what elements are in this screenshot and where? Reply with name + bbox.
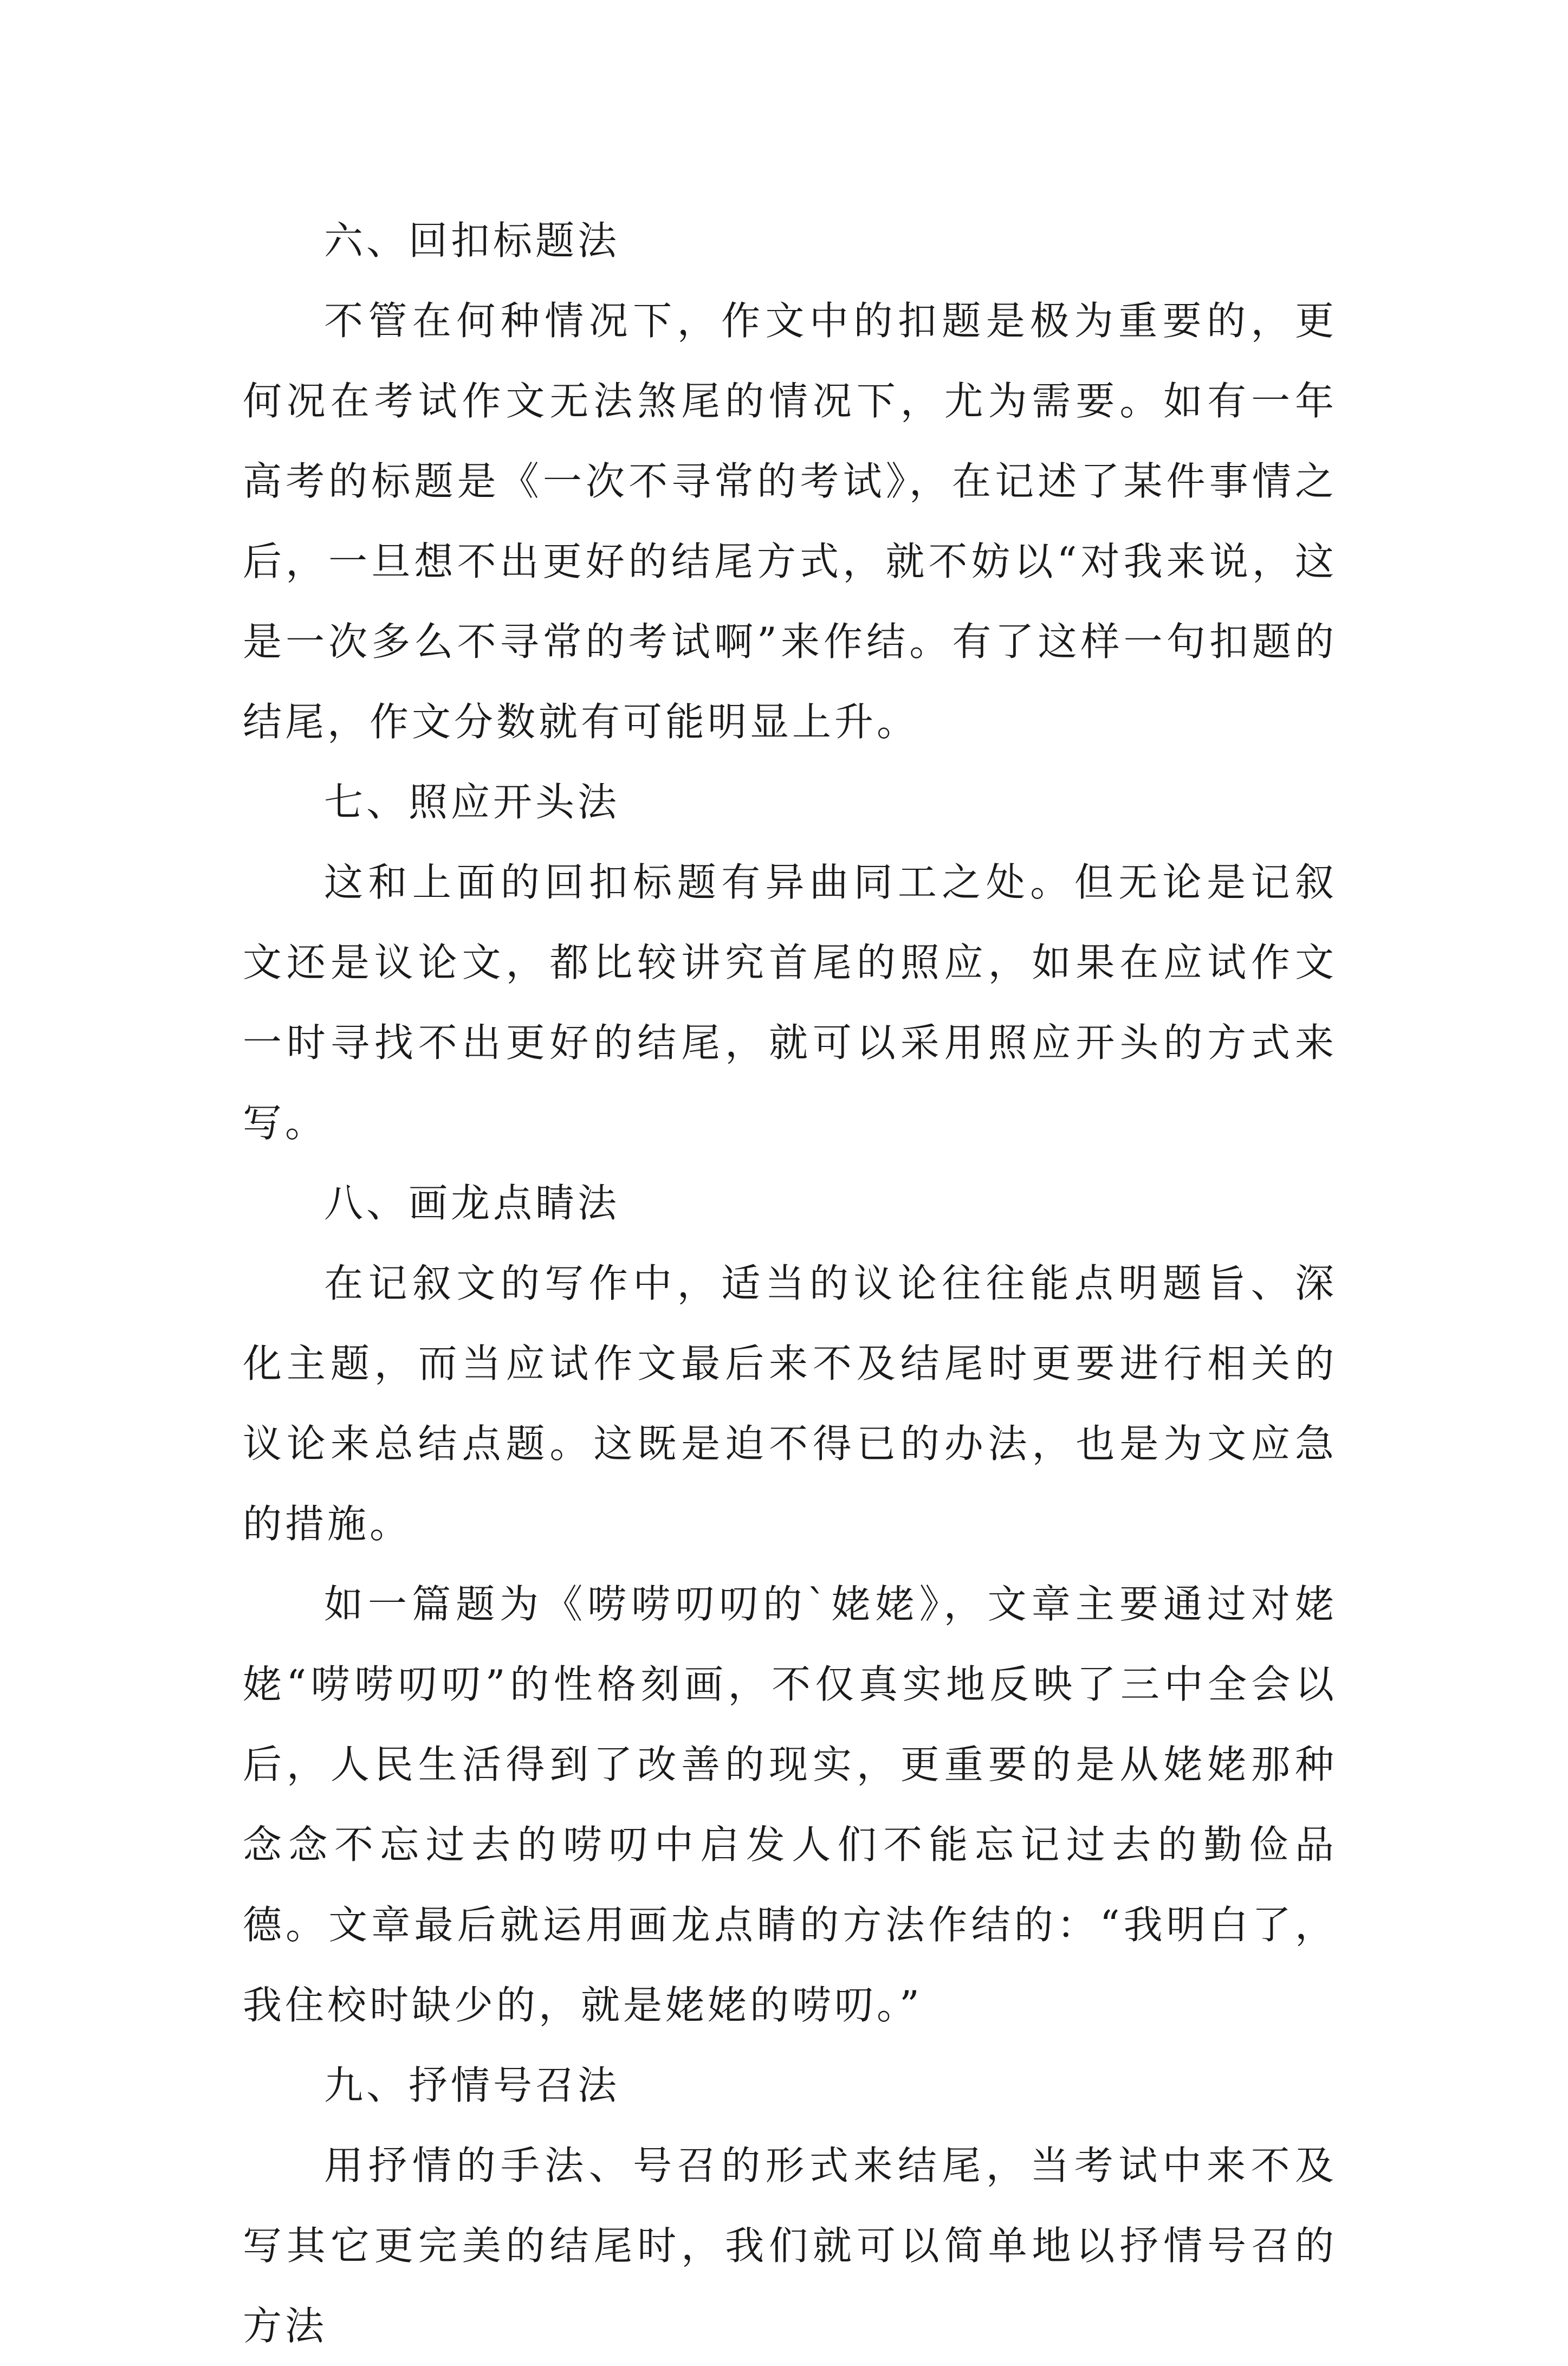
body-paragraph: 用抒情的手法、号召的形式来结尾，当考试中来不及写其它更完美的结尾时，我们就可以简单地以抒情号召的方法 bbox=[243, 2143, 1337, 2349]
section-heading-9: 九、抒情号召法 bbox=[324, 2063, 620, 2108]
body-paragraph: 不管在何种情况下，作文中的扣题是极为重要的，更何况在考试作文无法煞尾的情况下，尤为需要。如有一年高考的标题是《一次不寻常的考试》，在记述了某件事情之后，一旦想不出更好的结尾方式，就不妨以“对我来说，这是一次多么不寻常的考试啊”来作结。有了这样一句扣题的结尾，作文分数就有可能明显上升。 bbox=[243, 298, 1337, 745]
body-paragraph: 这和上面的回扣标题有异曲同工之处。但无论是记叙文还是议论文，都比较讲究首尾的照应，如果在应试作文一时寻找不出更好的结尾，就可以采用照应开头的方式来写。 bbox=[243, 859, 1337, 1146]
section-heading-6: 六、回扣标题法 bbox=[324, 218, 620, 263]
document-body bbox=[243, 201, 1337, 2366]
body-paragraph: 在记叙文的写作中，适当的议论往往能点明题旨、深化主题，而当应试作文最后来不及结尾时更要进行相关的议论来总结点题。这既是迫不得已的办法，也是为文应急的措施。 bbox=[243, 1260, 1337, 1547]
section-heading-7: 七、照应开头法 bbox=[324, 779, 620, 825]
section-heading-8: 八、画龙点睛法 bbox=[324, 1180, 620, 1226]
body-paragraph: 如一篇题为《唠唠叨叨的`姥姥》，文章主要通过对姥姥“唠唠叨叨”的性格刻画，不仅真实地反映了三中全会以后，人民生活得到了改善的现实，更重要的是从姥姥那种念念不忘过去的唠叨中启发人们不能忘记过去的勤俭品德。文章最后就运用画龙点睛的方法作结的：“我明白了，我住校时缺少的，就是姥姥的唠叨。” bbox=[243, 1581, 1337, 2028]
